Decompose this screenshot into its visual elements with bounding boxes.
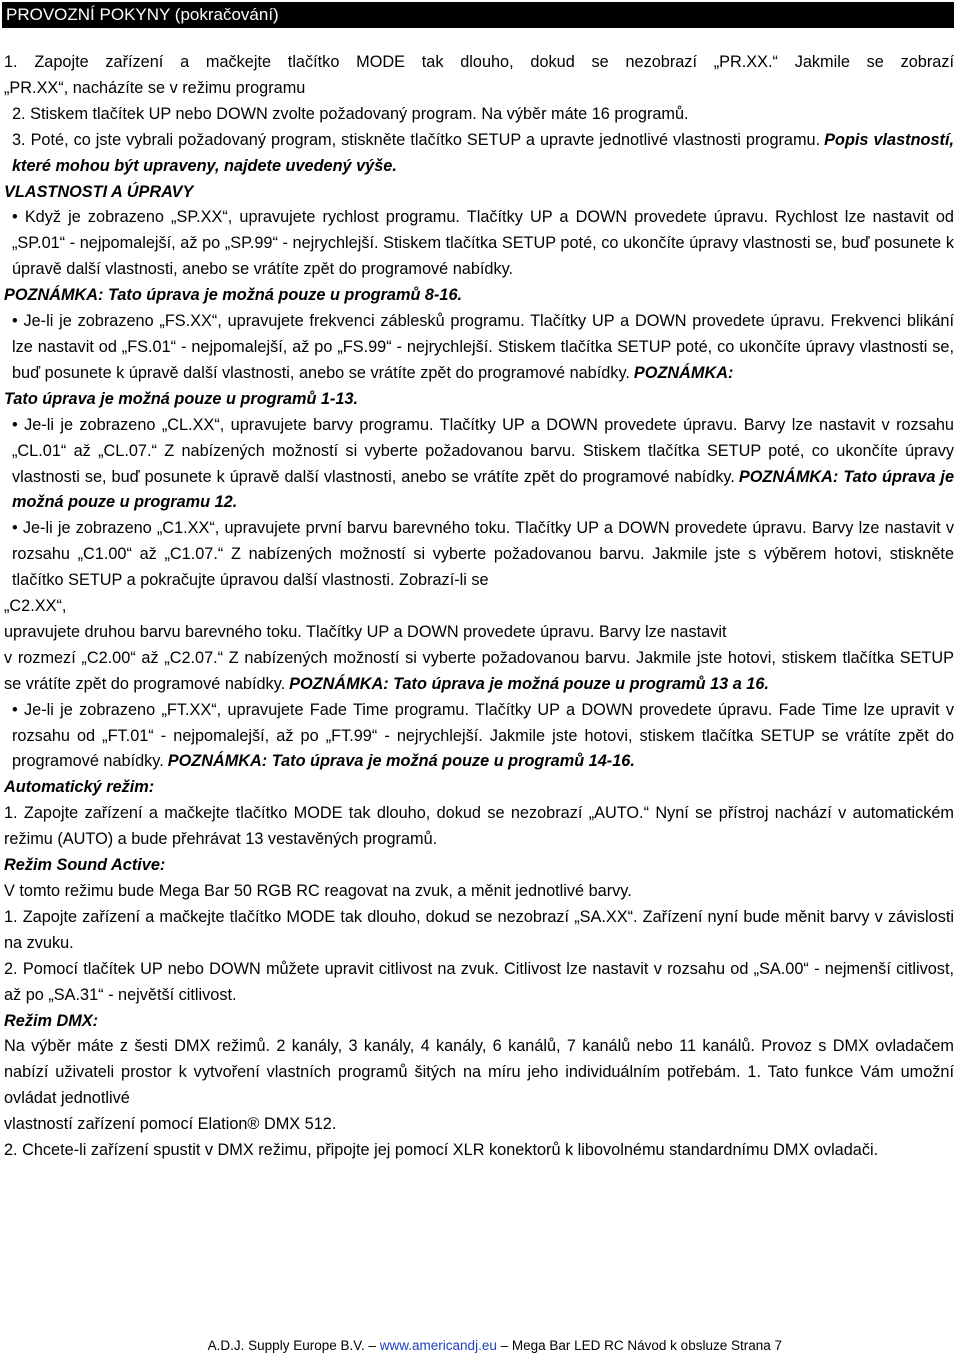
sound-heading: Režim Sound Active:: [4, 856, 166, 875]
dmx-paragraph: Na výběr máte z šesti DMX režimů. 2 kanály, 3 kanály, 4 kanály, 6 kanálů, 7 kanálů nebo 11 kanálů. Provoz s DMX ovladačem nabízí uživateli prostor k vytvoření vlastních programů šitých na míru jeho individuálním potřebám. 1. Tato funkce Vám umožní ovládat jednotlivé: [4, 1037, 954, 1108]
auto-paragraph: 1. Zapojte zařízení a mačkejte tlačítko MODE tak dlouho, dokud se nezobrazí „AUTO.“ Nyní se přístroj nachází v automatickém režimu (AUTO) a bude přehrávat 13 vestavěných programů.: [4, 804, 954, 849]
ft-text: • Je-li je zobrazeno „FT.XX“, upravujete Fade Time programu. Tlačítky UP a DOWN provedete úpravu. Fade Time lze upravit v rozsahu od „FT.01“ - nejpomalejší, až po „FT.99“ - nejrychlejší. Jakmile jste hotovi, stiskem tlačítka SETUP se vrátíte zpět do programové nabídky.: [12, 700, 954, 771]
cl-text: • Je-li je zobrazeno „CL.XX“, upravujete barvy programu. Tlačítky UP a DOWN provedete úpravu. Barvy lze nastavit v rozsahu „CL.01“ až „CL.07.“ Z nabízených možností si vyberte požadovanou barvu. Stiskem tlačítka SETUP poté, co ukončíte úpravy vlastnosti se, buď posunete k úpravě další vlastnosti, anebo se vrátíte zpět do programové nabídky.: [12, 415, 954, 486]
dmx-step-2: 2. Chcete-li zařízení spustit v DMX režimu, připojte jej pomocí XLR konektorů k libovolnému standardnímu DMX ovladači.: [4, 1141, 879, 1160]
step-1-line-2: „PR.XX“, nacházíte se v režimu programu: [4, 78, 306, 97]
step-2: 2. Stiskem tlačítek UP nebo DOWN zvolte požadovaný program. Na výběr máte 16 programů.: [12, 104, 689, 123]
dmx-paragraph-2: vlastností zařízení pomocí Elation® DMX 512.: [4, 1115, 337, 1134]
c2-text: v rozmezí „C2.00“ až „C2.07.“ Z nabízených možností si vyberte požadovanou barvu. Jakmile jste hotovi, stiskem tlačítka SETUP se vrátíte zpět do programové nabídky.: [4, 648, 954, 693]
page-header: [2, 2, 954, 28]
c2-paragraph: [4, 646, 954, 698]
sound-step-2: 2. Pomocí tlačítek UP nebo DOWN můžete upravit citlivost na zvuk. Citlivost lze nastavit v rozsahu od „SA.00“ - nejmenší citlivost, až po „SA.31“ - největší citlivost.: [4, 959, 954, 1004]
footer-rest: – Mega Bar LED RC Návod k obsluze Strana 7: [500, 1338, 782, 1353]
fs-paragraph: [4, 309, 954, 387]
vlastnosti-heading: VLASTNOSTI A ÚPRAVY: [4, 182, 194, 201]
c2-line-2: upravujete druhou barvu barevného toku. Tlačítky UP a DOWN provedete úpravu. Barvy lze nastavit: [4, 622, 727, 641]
auto-heading: Automatický režim:: [4, 778, 155, 797]
ft-note: POZNÁMKA: Tato úprava je možná pouze u programů 14-16.: [167, 752, 635, 771]
sp-note: POZNÁMKA: Tato úprava je možná pouze u programů 8-16.: [4, 286, 463, 305]
sound-step-1: 1. Zapojte zařízení a mačkejte tlačítko MODE tak dlouho, dokud se nezobrazí „SA.XX“. Zařízení nyní bude měnit barvy v závislosti na zvuku.: [4, 907, 954, 952]
footer-company: A.D.J. Supply Europe B.V. –: [207, 1338, 377, 1353]
cl-note: POZNÁMKA: Tato úprava je možná pouze u programu 12.: [12, 467, 954, 512]
c2-note: POZNÁMKA: Tato úprava je možná pouze u programů 13 a 16.: [289, 674, 769, 693]
page-footer: [0, 1338, 958, 1353]
page-header-title: PROVOZNÍ POKYNY (pokračování): [6, 5, 279, 24]
footer-url-link[interactable]: www.americandj.eu: [379, 1338, 497, 1353]
ft-paragraph: [4, 698, 954, 776]
step-3-text: 3. Poté, co jste vybrali požadovaný program, stiskněte tlačítko SETUP a upravte jednotlivé vlastnosti programu.: [12, 130, 821, 149]
step-3: [4, 128, 954, 180]
fs-text: • Je-li je zobrazeno „FS.XX“, upravujete frekvenci záblesků programu. Tlačítky UP a DOWN provedete úpravu. Frekvenci blikání lze nastavit od „FS.01“ - nejpomalejší, až po „FS.99“ - nejrychlejší. Stiskem tlačítka SETUP poté, co ukončíte úpravy vlastnosti se, buď posunete k úpravě další vlastnosti, anebo se vrátíte zpět do programové nabídky.: [12, 312, 954, 382]
fs-note: Tato úprava je možná pouze u programů 1-13.: [4, 389, 359, 408]
c2-line-1: „C2.XX“,: [4, 597, 67, 616]
fs-note-label: POZNÁMKA:: [633, 363, 734, 382]
cl-paragraph: [4, 413, 954, 517]
c1-paragraph: • Je-li je zobrazeno „C1.XX“, upravujete první barvu barevného toku. Tlačítky UP a DOWN provedete úpravu. Barvy lze nastavit v rozsahu „C1.00“ až „C1.07.“ Z nabízených možností si vyberte požadovanou barvu. Jakmile jste s výběrem hotovi, stiskněte tlačítko SETUP a pokračujte úpravou další vlastnosti. Zobrazí-li se: [12, 519, 954, 590]
sound-intro: V tomto režimu bude Mega Bar 50 RGB RC reagovat na zvuk, a měnit jednotlivé barvy.: [4, 882, 632, 900]
step-1-line-1: 1. Zapojte zařízení a mačkejte tlačítko MODE tak dlouho, dokud se nezobrazí „PR.XX.“ Jakmile se zobrazí: [4, 53, 954, 71]
document-body: [4, 50, 954, 1164]
dmx-heading: Režim DMX:: [4, 1011, 99, 1030]
sp-paragraph: • Když je zobrazeno „SP.XX“, upravujete rychlost programu. Tlačítky UP a DOWN provedete úpravu. Rychlost lze nastavit od „SP.01“ - nejpomalejší, až po „SP.99“ - nejrychlejší. Stiskem tlačítka SETUP poté, co ukončíte úpravy vlastnosti se, buď posunete k úpravě další vlastnosti, anebo se vrátíte zpět do programové nabídky.: [12, 208, 954, 279]
step-3-note: Popis vlastností, které mohou být upraveny, najdete uvedený výše.: [12, 130, 954, 175]
